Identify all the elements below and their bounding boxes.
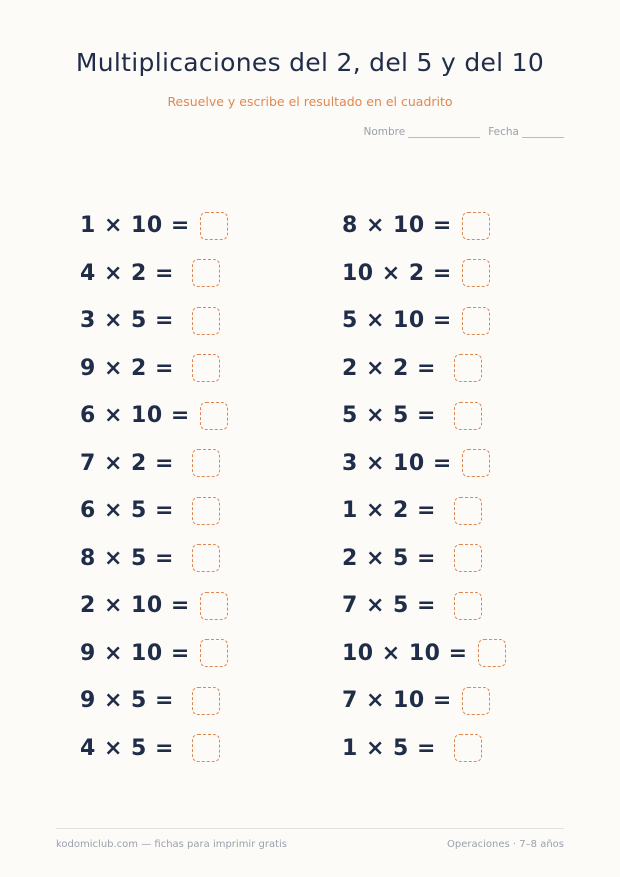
date-field[interactable] [488,126,564,138]
name-label: Nombre [363,126,406,138]
exercise-expression: 1 × 5 = [342,735,445,761]
exercise-row [342,487,602,535]
exercise-row [80,297,340,345]
exercise-expression: 2 × 2 = [342,355,445,381]
answer-box[interactable] [454,734,482,762]
exercise-row [80,582,340,630]
exercise-row [342,440,602,488]
answer-box[interactable] [462,449,490,477]
exercise-row [80,535,340,583]
exercise-expression: 6 × 10 = [80,403,190,429]
exercise-row [80,725,340,773]
date-label: Fecha [488,126,519,138]
exercise-row [342,392,602,440]
exercise-row [342,297,602,345]
exercise-expression: 4 × 2 = [80,260,183,286]
answer-box[interactable] [192,497,220,525]
exercise-row [342,345,602,393]
page-title: Multiplicaciones del 2, del 5 y del 10 [75,48,545,77]
answer-box[interactable] [200,592,228,620]
answer-box[interactable] [200,639,228,667]
exercise-row [80,487,340,535]
exercise-expression: 2 × 10 = [80,593,190,619]
exercise-row [342,202,602,250]
name-field[interactable] [363,126,480,138]
exercise-expression: 6 × 5 = [80,498,183,524]
answer-box[interactable] [454,544,482,572]
answer-box[interactable] [454,497,482,525]
footer-divider [56,828,564,829]
exercise-expression: 5 × 10 = [342,308,452,334]
exercise-expression: 7 × 2 = [80,450,183,476]
student-info [363,126,564,138]
answer-box[interactable] [192,449,220,477]
exercise-row [80,630,340,678]
exercise-expression: 1 × 2 = [342,498,445,524]
exercise-expression: 4 × 5 = [80,735,183,761]
exercise-row [80,440,340,488]
answer-box[interactable] [200,212,228,240]
exercise-expression: 9 × 10 = [80,640,190,666]
answer-box[interactable] [462,687,490,715]
answer-box[interactable] [192,354,220,382]
date-line [522,127,564,138]
exercise-expression: 1 × 10 = [80,213,190,239]
exercise-expression: 8 × 5 = [80,545,183,571]
exercise-expression: 10 × 2 = [342,260,452,286]
exercise-row [80,392,340,440]
answer-box[interactable] [454,354,482,382]
exercise-row [80,202,340,250]
exercise-row [342,250,602,298]
exercise-expression: 10 × 10 = [342,640,468,666]
exercise-row [342,535,602,583]
answer-box[interactable] [462,212,490,240]
exercise-expression: 8 × 10 = [342,213,452,239]
exercise-row [342,630,602,678]
exercise-expression: 9 × 2 = [80,355,183,381]
exercise-row [342,582,602,630]
exercise-row [80,345,340,393]
right-exercise-column [342,202,602,772]
page-subtitle: Resuelve y escribe el resultado en el cuadrito [167,94,453,109]
answer-box[interactable] [200,402,228,430]
exercise-row [80,677,340,725]
left-exercise-column [80,202,340,772]
answer-box[interactable] [462,259,490,287]
answer-box[interactable] [192,734,220,762]
exercise-expression: 3 × 10 = [342,450,452,476]
exercise-expression: 3 × 5 = [80,308,183,334]
answer-box[interactable] [454,592,482,620]
answer-box[interactable] [462,307,490,335]
exercise-expression: 7 × 5 = [342,593,445,619]
name-line [408,127,480,138]
answer-box[interactable] [192,307,220,335]
exercise-expression: 5 × 5 = [342,403,445,429]
exercise-row [342,725,602,773]
exercise-row [80,250,340,298]
exercise-expression: 9 × 5 = [80,688,183,714]
footer-site-text: kodomiclub.com — fichas para imprimir gratis [56,839,288,850]
answer-box[interactable] [192,259,220,287]
answer-box[interactable] [478,639,506,667]
answer-box[interactable] [192,544,220,572]
answer-box[interactable] [454,402,482,430]
exercise-row [342,677,602,725]
exercise-expression: 2 × 5 = [342,545,445,571]
footer-category-text: Operaciones · 7–8 años [447,839,564,850]
answer-box[interactable] [192,687,220,715]
exercise-expression: 7 × 10 = [342,688,452,714]
